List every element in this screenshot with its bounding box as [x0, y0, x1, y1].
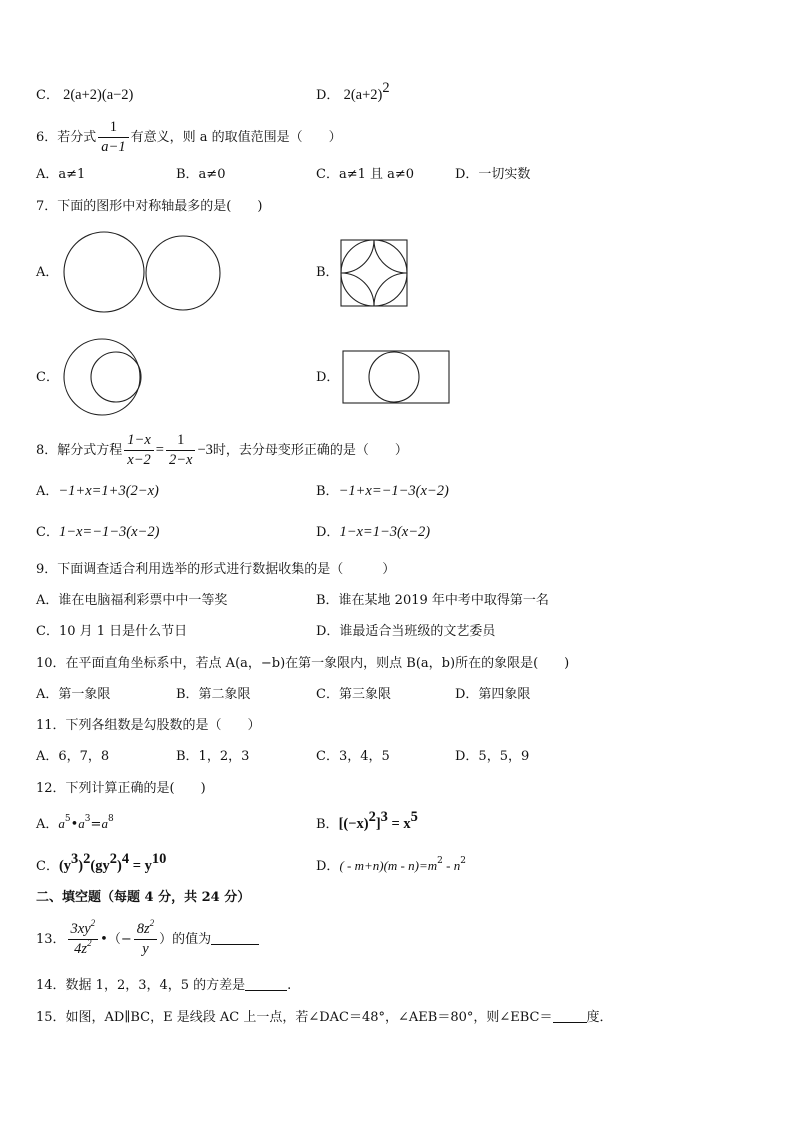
fraction: [134, 920, 157, 959]
fraction-denominator: a−1: [101, 139, 126, 155]
equals-sign: =: [90, 817, 102, 832]
question-text: 14．数据 1，2，3，4，5 的方差是: [36, 978, 246, 993]
q9-option-d: D．谁最适合当班级的文艺委员: [316, 624, 496, 639]
option-label: D．: [316, 525, 340, 540]
math-expression: −3: [197, 442, 213, 458]
answer-blank[interactable]: [245, 977, 287, 991]
fraction-denominator: 4z: [74, 941, 88, 957]
q8-option-c: [36, 523, 159, 542]
math-expression: (y: [58, 858, 72, 874]
q11-stem: 11．下列各组数是勾股数的是（ ）: [36, 718, 261, 733]
figure-two-circles: [62, 230, 232, 315]
exponent: 10: [151, 851, 167, 867]
question-text: 有意义，则 a 的取值范围是（ ）: [130, 130, 342, 145]
q10-option-c: C．第三象限: [316, 687, 391, 702]
exponent: 2: [460, 856, 466, 866]
fraction-numerator: 3xy: [70, 921, 91, 937]
exponent: 2: [109, 851, 117, 867]
figure-rect-circle: [342, 350, 450, 404]
question-text: 6．若分式: [36, 130, 97, 145]
math-variable: a: [58, 816, 65, 831]
q7-option-d-label: D．: [316, 370, 340, 385]
exponent: 3: [84, 814, 91, 824]
math-expression: ]: [375, 816, 381, 832]
option-label: C．: [36, 88, 59, 103]
math-expression: y: [102, 858, 110, 874]
q10-option-b: B．第二象限: [176, 687, 251, 702]
q7-option-c-label: C．: [36, 370, 59, 385]
math-expression: −1+x=1+3(2−x): [58, 483, 159, 499]
exponent: 5: [64, 814, 71, 824]
fraction-denominator: x−2: [127, 452, 151, 468]
fraction-numerator: 1−x: [124, 431, 153, 451]
math-expression: 1−x=1−3(x−2): [339, 524, 431, 540]
q12-option-c: [36, 851, 167, 876]
math-variable: a: [101, 816, 108, 831]
q10-option-a: A．第一象限: [36, 687, 111, 702]
q6-option-d: D．一切实数: [455, 167, 531, 182]
exponent: 2: [368, 809, 376, 825]
fraction: [166, 431, 195, 470]
option-label: D．: [316, 859, 340, 874]
fraction: [68, 920, 99, 959]
q6-stem: [36, 118, 342, 157]
section-title: 二、填空题（每题 4 分，共 24 分）: [36, 890, 251, 905]
q15-stem: [36, 1009, 613, 1027]
exponent: 3: [380, 809, 388, 825]
q11-option-a: A．6，7，8: [36, 749, 110, 764]
fraction-numerator: 1: [98, 118, 128, 138]
math-variable: a: [78, 816, 85, 831]
option-label: A．: [36, 817, 59, 832]
q12-option-b: [316, 809, 418, 834]
math-expression: 2(a+2): [343, 87, 383, 103]
q8-option-a: [36, 482, 159, 501]
q7-stem: 7．下面的图形中对称轴最多的是( ): [36, 199, 263, 214]
math-expression: −1+x=−1−3(x−2): [338, 483, 449, 499]
option-label: B．: [316, 817, 339, 832]
question-text: ）的值为: [159, 932, 212, 947]
q8-stem: [36, 430, 408, 471]
q12-stem: 12．下列计算正确的是( ): [36, 781, 206, 796]
q9-option-a: A．谁在电脑福利彩票中中一等奖: [36, 593, 228, 608]
answer-blank[interactable]: [211, 931, 259, 945]
question-text: 时，去分母变形正确的是（ ）: [212, 443, 408, 458]
math-operator: •（−: [100, 932, 132, 947]
q11-option-c: C．3，4，5: [316, 749, 390, 764]
exponent: 4: [121, 851, 130, 867]
q8-option-b: [316, 482, 449, 501]
question-text: 8．解分式方程: [36, 443, 123, 458]
q7-option-b-label: B．: [316, 265, 339, 280]
q6-option-a: A．a≠1: [36, 167, 86, 182]
q6-option-b: B．a≠0: [176, 167, 226, 182]
math-expression: 2(a+2)(a−2): [63, 87, 134, 103]
exponent: 5: [410, 809, 418, 825]
q14-stem: [36, 977, 291, 995]
exponent: 8: [107, 814, 114, 824]
math-expression: (g: [90, 858, 103, 874]
question-text: .: [287, 978, 292, 993]
option-label: B．: [316, 484, 339, 499]
math-expression: ( - m+n)(m - n)=m: [339, 858, 438, 873]
fraction-denominator: y: [142, 941, 149, 957]
question-text: 度．: [586, 1010, 613, 1025]
q9-stem: 9．下面调查适合利用选举的形式进行数据收集的是（ ）: [36, 562, 396, 577]
fraction: [98, 118, 128, 157]
math-expression: 1−x=−1−3(x−2): [58, 524, 160, 540]
q5-option-c: [36, 86, 133, 105]
option-label: D．: [316, 88, 340, 103]
fraction-denominator: 2−x: [168, 452, 193, 468]
question-text: 15．如图，AD∥BC，E 是线段 AC 上一点，若∠DAC＝48°，∠AEB＝80°，则∠EBC＝: [36, 1010, 553, 1025]
fraction-numerator: 8z: [136, 921, 150, 937]
option-label: A．: [36, 484, 59, 499]
exponent: 2: [83, 851, 91, 867]
exponent: 2: [382, 80, 390, 96]
q12-option-d: [316, 857, 466, 876]
q10-option-d: D．第四象限: [455, 687, 531, 702]
q7-option-a-label: A．: [36, 265, 59, 280]
q12-option-a: [36, 815, 114, 834]
math-operator: •: [70, 817, 79, 832]
fraction: [124, 431, 153, 470]
exponent: 2: [149, 918, 155, 928]
fraction-numerator: 1: [166, 431, 195, 451]
answer-blank[interactable]: [553, 1009, 587, 1023]
exponent: 2: [437, 856, 443, 866]
q13-stem: [36, 918, 259, 962]
math-expression: = x: [387, 816, 411, 832]
q11-option-b: B．1，2，3: [176, 749, 250, 764]
question-number: 13．: [36, 932, 66, 947]
figure-square-petals: [340, 239, 408, 307]
option-label: C．: [36, 525, 59, 540]
q5-option-d: [316, 80, 390, 105]
math-expression: = y: [129, 858, 152, 874]
equals-sign: =: [155, 442, 164, 458]
q10-stem: 10．在平面直角坐标系中，若点 A(a，−b)在第一象限内，则点 B(a，b)所在的象限是( ): [36, 656, 570, 671]
math-expression: ): [78, 858, 84, 874]
math-expression: - n: [442, 858, 461, 873]
math-expression: ): [116, 858, 122, 874]
option-label: C．: [36, 859, 59, 874]
exponent: 2: [87, 938, 92, 948]
q6-option-c: C．a≠1 且 a≠0: [316, 167, 415, 182]
exponent: 2: [90, 918, 96, 928]
figure-nested-circles: [62, 337, 142, 417]
exponent: 3: [71, 851, 79, 867]
q8-option-d: [316, 523, 430, 542]
q11-option-d: D．5，5，9: [455, 749, 530, 764]
q9-option-b: B．谁在某地 2019 年中考中取得第一名: [316, 593, 549, 608]
q9-option-c: C．10 月 1 日是什么节日: [36, 624, 188, 639]
math-expression: [(−x): [338, 816, 369, 832]
